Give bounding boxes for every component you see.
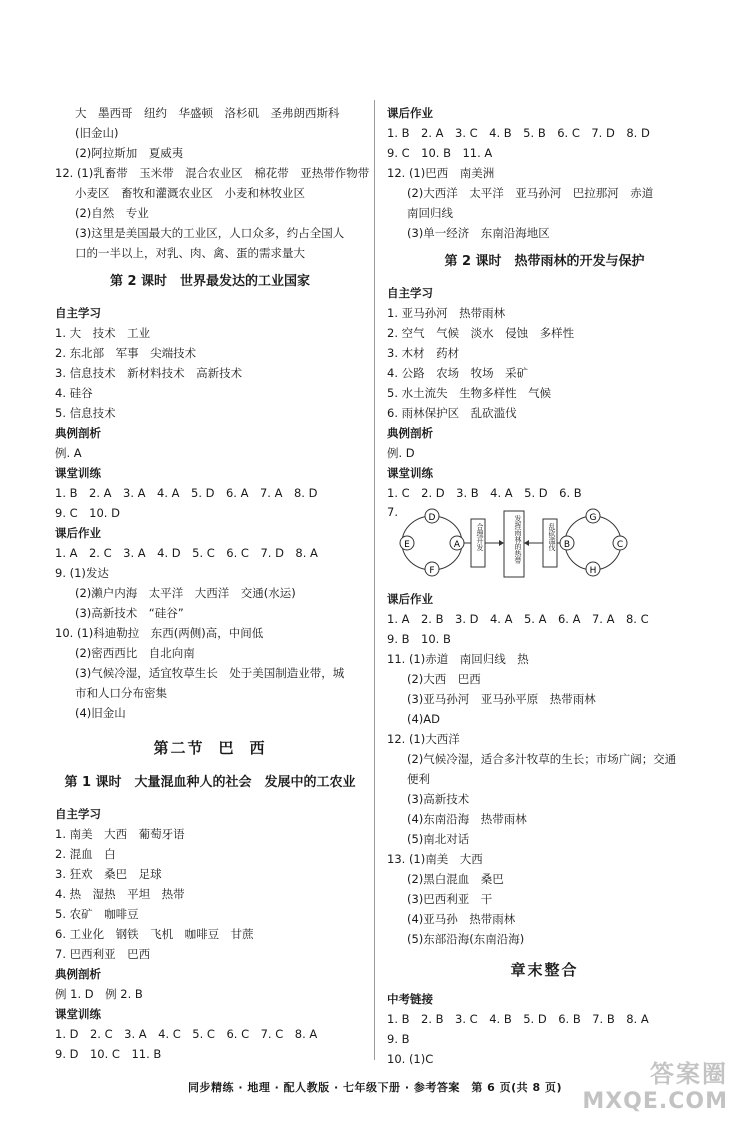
answer-line: (3)亚马孙河 亚马孙平原 热带雨林	[407, 692, 596, 706]
answer-line: 南回归线	[407, 206, 453, 220]
answer-line: 4. 公路 农场 牧场 采矿	[387, 366, 529, 380]
answer-line: (4)AD	[407, 712, 441, 726]
answer-line: 7. 巴西利亚 巴西	[55, 947, 151, 961]
answer-line: 5. 水土流失 生物多样性 气候	[387, 386, 552, 400]
answer-line: 3. 木材 药材	[387, 346, 460, 360]
page-footer: 同步精练 · 地理 · 配人教版 · 七年级下册 · 参考答案 第 6 页(共 8 页)	[187, 1081, 563, 1094]
answer-line: (3)高新技术 “硅谷”	[75, 606, 184, 620]
answer-line: 例. A	[55, 446, 82, 460]
watermark	[582, 1054, 728, 1114]
right-column	[387, 103, 702, 1069]
answer-line: 9. B 10. B	[387, 632, 451, 646]
answer-line: (3)气候冷湿，适宜牧草生长 处于美国制造业带，城	[75, 666, 345, 680]
section-label: 典例剖析	[55, 426, 101, 440]
lesson-title: 第 2 课时 世界最发达的工业国家	[109, 274, 311, 289]
answer-line: (2)密西西比 自北向南	[75, 646, 195, 660]
answer-line: 1. B 2. A 3. A 4. A 5. D 6. A 7. A 8. D	[55, 486, 318, 500]
box-label: 乱砍滥伐	[548, 523, 556, 551]
answer-line: (2)大西洋 太平洋 亚马孙河 巴拉那河 赤道	[407, 186, 654, 200]
answer-line: 例 1. D 例 2. B	[55, 987, 143, 1001]
answer-line: 11. (1)赤道 南回归线 热	[387, 652, 529, 666]
box-label: 发挥雨林的热带	[514, 515, 522, 564]
answer-line: (3)巴西利亚 干	[407, 892, 493, 906]
column-divider	[374, 100, 375, 1060]
answer-line: 6. 工业化 钢铁 飞机 咖啡豆 甘蔗	[55, 927, 254, 941]
answer-line: 10. (1)科迪勒拉 东西(两侧)高，中间低	[55, 626, 264, 640]
section-label: 课后作业	[387, 106, 433, 120]
rainforest-cycle-diagram	[387, 505, 637, 585]
answer-line: 9. B	[387, 1032, 410, 1046]
arrowhead	[499, 540, 504, 546]
section-title-char: 巴	[218, 739, 236, 757]
answer-line: (3)高新技术	[407, 792, 470, 806]
answer-line: 1. A 2. B 3. D 4. A 5. A 6. A 7. A 8. C	[387, 612, 649, 626]
text-line: 大 墨西哥 纽约 华盛顿 洛杉矶 圣弗朗西斯科	[75, 106, 340, 120]
answer-line: (4)旧金山	[75, 706, 126, 720]
circle-label: E	[404, 540, 410, 550]
watermark-text: MXQE.COM	[582, 1089, 728, 1114]
answer-line: 5. 信息技术	[55, 406, 116, 420]
answer-line: 9. D 10. C 11. B	[55, 1047, 162, 1061]
answer-line: (2)濑户内海 太平洋 大西洋 交通(水运)	[75, 586, 296, 600]
answer-line: 1. 亚马孙河 热带雨林	[387, 306, 506, 320]
answer-line: 6. 雨林保护区 乱砍滥伐	[387, 406, 517, 420]
answer-line: 2. 空气 气候 淡水 侵蚀 多样性	[387, 326, 575, 340]
circle-label: H	[589, 566, 597, 576]
section-label: 课后作业	[55, 526, 101, 540]
section-title	[55, 737, 365, 759]
answer-line: 便利	[407, 772, 430, 786]
answer-line: 13. (1)南美 大西	[387, 852, 483, 866]
box-label: 合理开发	[476, 523, 484, 551]
section-label: 课堂训练	[387, 466, 433, 480]
watermark-top: 答案圈	[650, 1060, 728, 1088]
text-line: 口的一半以上，对乳、肉、禽、蛋的需求量大	[75, 246, 305, 260]
answer-line: 5. 农矿 咖啡豆	[55, 907, 139, 921]
circle-label: G	[589, 513, 597, 523]
answer-line: (2)黑白混血 桑巴	[407, 872, 504, 886]
answer-line: 9. (1)发达	[55, 566, 109, 580]
section-label: 典例剖析	[55, 967, 101, 981]
section-title-number: 第二节	[153, 739, 205, 757]
left-column	[55, 103, 370, 1064]
section-label: 自主学习	[55, 807, 101, 821]
answer-line: 市和人口分布密集	[75, 686, 167, 700]
answer-line: 例. D	[387, 446, 415, 460]
answer-line: 1. C 2. D 3. B 4. A 5. D 6. B	[387, 486, 582, 500]
answer-line: 1. A 2. C 3. A 4. D 5. C 6. C 7. D 8. A	[55, 546, 318, 560]
answer-line: 2. 混血 白	[55, 847, 116, 861]
answer-line: 4. 热 湿热 平坦 热带	[55, 887, 185, 901]
text-line: 小麦区 畜牧和灌溉农业区 小麦和林牧业区	[75, 186, 305, 200]
circle-label: B	[563, 540, 571, 550]
section-label: 课堂训练	[55, 1007, 101, 1021]
text-line: (3)这里是美国最大的工业区，人口众多，约占全国人	[75, 226, 345, 240]
chapter-title: 章末整合	[510, 961, 579, 979]
answer-line: 12. (1)大西洋	[387, 732, 460, 746]
answer-line: 4. 硅谷	[55, 386, 93, 400]
answer-line: 1. 南美 大西 葡萄牙语	[55, 827, 185, 841]
lesson-title: 第 2 课时 热带雨林的开发与保护	[444, 254, 645, 269]
answer-line: 1. 大 技术 工业	[55, 326, 151, 340]
answer-line: 12. (1)巴西 南美洲	[387, 166, 495, 180]
section-label: 中考链接	[387, 992, 433, 1006]
arrowhead	[524, 540, 529, 546]
circle-label: A	[453, 540, 461, 550]
circle-label: F	[429, 566, 435, 576]
section-label: 自主学习	[55, 306, 101, 320]
text-line: 12. (1)乳畜带 玉米带 混合农业区 棉花带 亚热带作物带	[55, 166, 370, 180]
answer-line: 1. D 2. C 3. A 4. C 5. C 6. C 7. C 8. A	[55, 1027, 318, 1041]
answer-line: 3. 信息技术 新材料技术 高新技术	[55, 366, 243, 380]
answer-line: 9. C 10. B 11. A	[387, 146, 493, 160]
text-line: (旧金山)	[75, 126, 119, 140]
section-label: 课后作业	[387, 592, 433, 606]
answer-line: (2)大西 巴西	[407, 672, 481, 686]
answer-line: 3. 狂欢 桑巴 足球	[55, 867, 162, 881]
text-line: (2)自然 专业	[75, 206, 149, 220]
section-title-char: 西	[249, 739, 267, 757]
answer-line: 9. C 10. D	[55, 506, 120, 520]
circle-label: D	[428, 513, 436, 523]
answer-line: (5)东部沿海(东南沿海)	[407, 932, 525, 946]
circle-label: C	[616, 540, 624, 550]
answer-line: 1. B 2. A 3. C 4. B 5. B 6. C 7. D 8. D	[387, 126, 650, 140]
section-label: 自主学习	[387, 286, 433, 300]
answer-line: 10. (1)C	[387, 1052, 434, 1066]
answer-line: 2. 东北部 军事 尖端技术	[55, 346, 197, 360]
section-label: 典例剖析	[387, 426, 433, 440]
lesson-title: 第 1 课时 大量混血种人的社会 发展中的工农业	[64, 775, 356, 790]
answer-line: (4)东南沿海 热带雨林	[407, 812, 527, 826]
text-line: (2)阿拉斯加 夏威夷	[75, 146, 184, 160]
answer-line: (2)气候冷湿，适合多汁牧草的生长；市场广阔；交通	[407, 752, 677, 766]
answer-line: 1. B 2. B 3. C 4. B 5. D 6. B 7. B 8. A	[387, 1012, 649, 1026]
answer-line: (4)亚马孙 热带雨林	[407, 912, 516, 926]
section-label: 课堂训练	[55, 466, 101, 480]
answer-line: (5)南北对话	[407, 832, 470, 846]
answer-line: (3)单一经济 东南沿海地区	[407, 226, 550, 240]
question-number: 7.	[387, 505, 398, 519]
